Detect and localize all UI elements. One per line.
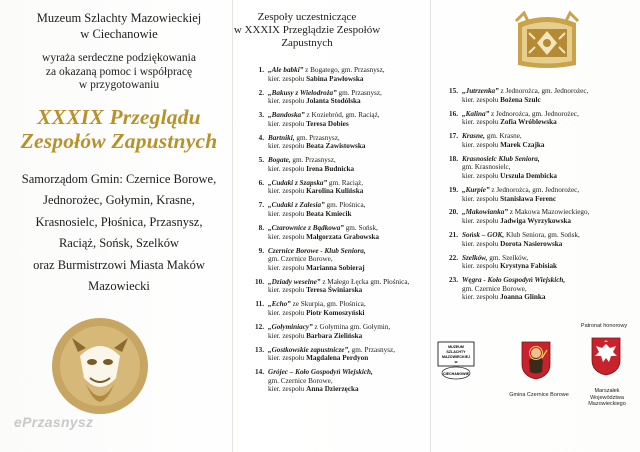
- museum-logo-line: SZLACHTY: [446, 350, 466, 354]
- leader-label: kier. zespołu: [462, 293, 501, 302]
- item-number: 14.: [255, 368, 264, 377]
- leader-name: Jolanta Stodólska: [306, 97, 361, 106]
- thanks-text: [8, 52, 230, 93]
- group-name: Bogate,: [268, 156, 291, 165]
- item-number: 6.: [258, 178, 264, 187]
- museum-logo-line: w: [454, 360, 458, 364]
- list-item: [440, 87, 616, 104]
- leader-label: kier. zespołu: [268, 331, 307, 340]
- leader-label: kier. zespołu: [462, 262, 501, 271]
- group-name: Krasne,: [462, 132, 485, 141]
- leader-label: kier. zespołu: [268, 263, 307, 272]
- honorary-patronage-label: Patronat honorowy: [580, 323, 628, 329]
- list-item: [246, 156, 422, 173]
- groups-list-left: [246, 66, 422, 399]
- item-number: 23.: [449, 276, 458, 285]
- list-item: [440, 254, 616, 271]
- czernice-borowe-coat-of-arms-icon: [520, 340, 552, 380]
- list-item: [246, 89, 422, 106]
- group-place: gm. Czernice Borowe,: [268, 255, 333, 264]
- fold-line-right: [430, 0, 431, 452]
- museum-logo-icon: [436, 340, 476, 382]
- thanks-line: wyraża serdeczne podziękowania: [42, 52, 196, 64]
- leader-label: kier. zespołu: [268, 286, 307, 295]
- item-number: 1.: [258, 66, 264, 74]
- group-place: z Gołymina gm. Gołymin,: [312, 322, 391, 331]
- group-place: Klub Seniora, gm. Sońsk,: [504, 231, 580, 240]
- leader-name: Sabina Pawłowska: [306, 74, 364, 83]
- list-item: [246, 111, 422, 128]
- list-item: [246, 179, 422, 196]
- group-name: „Echo”: [268, 300, 291, 309]
- group-name: „Ale babki”: [268, 66, 304, 74]
- list-item: [440, 132, 616, 149]
- group-name: „Bakusy z Wielodroża”: [268, 88, 337, 97]
- group-name: „Czarownice z Bądkowa”: [268, 224, 344, 233]
- group-name: „Cudaki z Szapska”: [268, 178, 328, 187]
- item-number: 7.: [258, 201, 264, 210]
- leader-label: kier. zespołu: [462, 239, 501, 248]
- gmina-caption: Gmina Czernice Borowe: [509, 392, 569, 398]
- festival-emblem-icon: [512, 9, 582, 73]
- group-place: z Bogatego, gm. Przasnysz,: [303, 66, 385, 74]
- mazowieckie-coat-of-arms-icon: [590, 336, 622, 376]
- group-name: Czernice Borowe - Klub Seniora,: [268, 246, 366, 255]
- group-name: Szelków,: [462, 253, 488, 262]
- leader-label: kier. zespołu: [268, 187, 307, 196]
- item-number: 13.: [255, 345, 264, 354]
- list-item: [440, 155, 616, 181]
- leader-name: Irena Budnicka: [306, 164, 355, 173]
- marshal-caption-line: Marszałek: [594, 388, 620, 394]
- list-item: [440, 208, 616, 225]
- leader-label: kier. zespołu: [268, 119, 307, 128]
- group-name: „Kalina”: [462, 109, 490, 118]
- list-item: [246, 66, 422, 83]
- list-item: [440, 110, 616, 127]
- group-name: „Bandoska”: [268, 111, 305, 120]
- leader-label: kier. zespołu: [268, 308, 307, 317]
- list-item: [246, 300, 422, 317]
- leader-name: Piotr Komoszyński: [306, 308, 365, 317]
- museum-name-line: Muzeum Szlachty Mazowieckiej: [36, 11, 202, 25]
- leader-name: Małgorzata Grabowska: [306, 232, 379, 241]
- marshal-caption: [578, 388, 636, 408]
- item-number: 21.: [449, 231, 458, 240]
- left-panel: [8, 10, 230, 298]
- group-place: gm. Krasne,: [484, 132, 522, 141]
- leader-name: Teresa Dobies: [306, 119, 349, 128]
- item-number: 10.: [255, 277, 264, 286]
- list-item: [246, 278, 422, 295]
- group-place: gm. Szelków,: [487, 253, 529, 262]
- leader-name: Zofia Wróblewska: [500, 118, 557, 127]
- leader-label: kier. zespołu: [268, 74, 307, 83]
- group-place: gm. Przasnysz,: [336, 88, 382, 97]
- event-title: [8, 105, 230, 153]
- group-name: Bartniki,: [268, 133, 295, 142]
- leader-name: Beata Zawistowska: [306, 142, 366, 151]
- leader-name: Dorota Nasierowska: [500, 239, 563, 248]
- list-item: [246, 323, 422, 340]
- leader-name: Barbara Zielińska: [306, 331, 363, 340]
- leader-name: Karolina Kulińska: [306, 187, 364, 196]
- leader-label: kier. zespołu: [268, 97, 307, 106]
- leader-name: Marianna Sobieraj: [306, 263, 365, 272]
- item-number: 15.: [449, 87, 458, 95]
- museum-name-line: w Ciechanowie: [80, 27, 158, 41]
- item-number: 18.: [449, 154, 458, 163]
- group-place: z Koziebród, gm. Raciąż,: [304, 111, 380, 120]
- item-number: 17.: [449, 132, 458, 141]
- group-name: „Gostkowskie zapustnicze”,: [268, 345, 350, 354]
- item-number: 11.: [255, 300, 264, 309]
- event-title-line: XXXIX Przeglądu: [37, 104, 201, 129]
- leader-name: Beata Kmiecik: [306, 210, 352, 219]
- group-place: gm. Przasnysz,: [294, 133, 340, 142]
- leader-label: kier. zespołu: [462, 217, 501, 226]
- item-number: 4.: [258, 133, 264, 142]
- list-item: [246, 346, 422, 363]
- group-place: gm. Sońsk,: [343, 224, 378, 233]
- leader-label: kier. zespołu: [268, 385, 307, 394]
- list-item: [440, 231, 616, 248]
- municipalities-line: Mazowiecki: [88, 279, 150, 293]
- municipalities-line: Krasnosielc, Płośnica, Przasnysz,: [35, 214, 203, 229]
- item-number: 12.: [255, 322, 264, 331]
- municipalities-line: Samorządom Gmin: Czernice Borowe,: [21, 171, 217, 186]
- leader-label: kier. zespołu: [462, 171, 501, 180]
- list-item: [246, 368, 422, 394]
- leader-name: Magdalena Perdyon: [306, 354, 369, 363]
- leader-name: Teresa Świniarska: [306, 286, 363, 295]
- leader-name: Stanisława Ferenc: [500, 194, 557, 203]
- group-place: z Małego Łęcka gm. Płośnica,: [320, 277, 410, 286]
- groups-heading-line: Zapustnych: [281, 37, 333, 49]
- leader-name: Anna Dzierzęcka: [306, 385, 359, 394]
- leader-name: Krystyna Fabisiak: [500, 262, 558, 271]
- municipalities-line: Jednorożec, Gołymin, Krasne,: [43, 193, 195, 207]
- list-item: [440, 186, 616, 203]
- leader-label: kier. zespołu: [462, 194, 501, 203]
- thanks-line: w przygotowaniu: [78, 79, 160, 91]
- watermark: ePrzasnysz: [14, 414, 94, 430]
- group-name: „Makowianka”: [462, 208, 508, 217]
- municipalities-line: oraz Burmistrzowi Miasta Maków: [33, 257, 205, 272]
- group-name: Węgra - Koło Gospodyń Wiejskich,: [462, 276, 566, 285]
- group-place: z Jednorożca, gm. Jednorożec,: [498, 87, 589, 95]
- item-number: 3.: [258, 111, 264, 120]
- group-place: gm. Czernice Borowe,: [462, 284, 527, 293]
- item-number: 9.: [258, 246, 264, 255]
- leader-name: Jadwiga Wyrzykowska: [500, 217, 572, 226]
- group-place: gm. Płośnica,: [324, 201, 366, 210]
- marshal-caption-line: Mazowieckiego: [588, 401, 626, 408]
- municipalities-text: [8, 169, 230, 298]
- group-name: „Cudaki z Zalesia”: [268, 201, 325, 210]
- groups-heading-line: Zespoły uczestniczące: [257, 11, 357, 23]
- municipalities-line: Raciąż, Sońsk, Szelków: [58, 236, 180, 250]
- group-place: z Jednorożca, gm. Jednorożec,: [489, 109, 579, 118]
- groups-heading: [232, 11, 382, 50]
- group-place: gm. Czernice Borowe,: [268, 376, 333, 385]
- group-name: „Jutrzenka”: [462, 87, 499, 95]
- museum-logo-line: MAZOWIECKIEJ: [442, 355, 470, 359]
- group-name: „Kurpie”: [462, 185, 490, 194]
- leader-label: kier. zespołu: [268, 142, 307, 151]
- item-number: 8.: [258, 224, 264, 233]
- museum-name: [8, 10, 230, 42]
- leader-label: kier. zespołu: [462, 118, 501, 127]
- group-place: gm. Raciąż,: [327, 178, 364, 187]
- group-name: Grójec – Koło Gospodyń Wiejskich,: [268, 368, 373, 377]
- item-number: 16.: [449, 109, 458, 118]
- list-item: [246, 247, 422, 273]
- leader-name: Marek Czajka: [500, 140, 545, 149]
- leader-label: kier. zespołu: [462, 95, 501, 104]
- list-item: [246, 224, 422, 241]
- museum-logo-line: CIECHANOWIE: [443, 372, 469, 376]
- leader-label: kier. zespołu: [268, 232, 307, 241]
- item-number: 22.: [449, 253, 458, 262]
- leader-label: kier. zespołu: [268, 164, 307, 173]
- item-number: 2.: [258, 88, 264, 97]
- leader-label: kier. zespołu: [268, 354, 307, 363]
- carnival-mask-medal-icon: [50, 316, 150, 416]
- leader-label: kier. zespołu: [462, 140, 501, 149]
- group-place: z Makowa Mazowieckiego,: [507, 208, 590, 217]
- item-number: 20.: [449, 208, 458, 217]
- item-number: 5.: [258, 156, 264, 165]
- group-name: Krasnosielc Klub Seniora,: [462, 154, 540, 163]
- leader-label: kier. zespołu: [268, 210, 307, 219]
- leader-name: Joanna Glinka: [500, 293, 546, 302]
- fold-line-left: [232, 0, 233, 452]
- group-name: „Gołyminiacy”: [268, 322, 313, 331]
- leader-name: Bożena Szulc: [500, 95, 541, 104]
- groups-heading-line: w XXXIX Przeglądzie Zespołów: [233, 24, 381, 36]
- marshal-caption-line: Województwa: [590, 394, 624, 401]
- group-place: gm. Przasnysz,: [290, 156, 336, 165]
- list-item: [246, 134, 422, 151]
- group-place: z Jednorożca, gm. Jednorożec,: [489, 185, 580, 194]
- museum-logo-line: MUZEUM: [448, 345, 464, 349]
- thanks-line: za okazaną pomoc i współpracę: [45, 65, 193, 78]
- groups-list-right: [440, 87, 616, 307]
- list-item: [246, 201, 422, 218]
- leader-name: Urszula Dembicka: [500, 171, 558, 180]
- group-name: „Dziady weselne”: [268, 277, 321, 286]
- item-number: 19.: [449, 185, 458, 194]
- group-place: gm. Przasnysz,: [349, 345, 395, 354]
- group-name: Sońsk – GOK,: [462, 231, 505, 240]
- group-place: gm. Krasnosielc,: [462, 163, 511, 172]
- group-place: ze Skurpia, gm. Płośnica,: [290, 300, 366, 309]
- event-title-line: Zespołów Zapustnych: [20, 128, 218, 153]
- list-item: [440, 276, 616, 302]
